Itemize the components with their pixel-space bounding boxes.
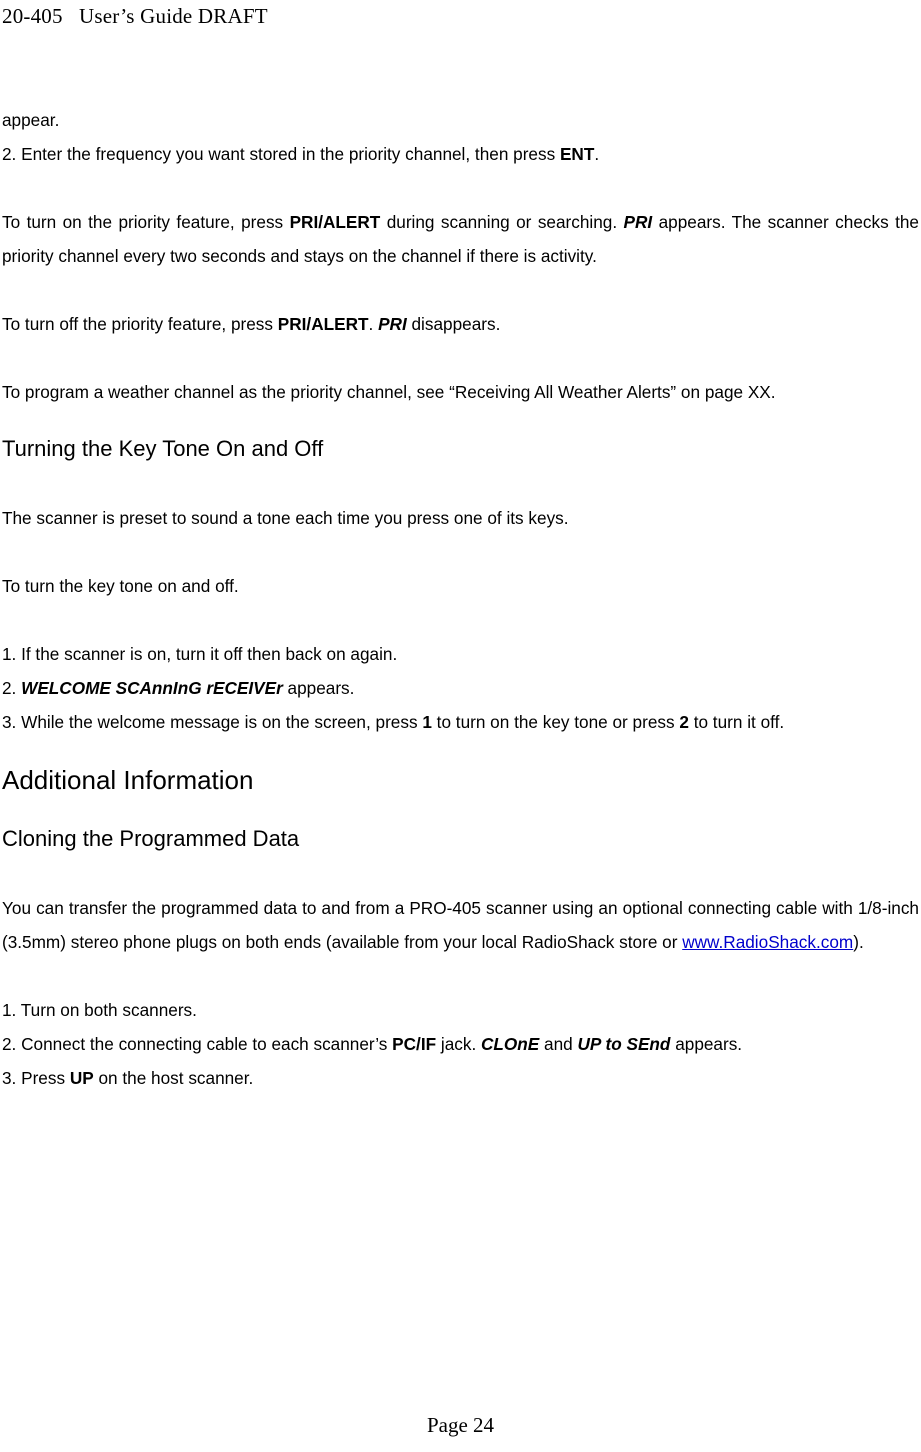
- page-footer: Page 24: [426, 1413, 495, 1437]
- heading-turning-key-tone: Turning the Key Tone On and Off: [2, 436, 324, 461]
- step-text-2: jack.: [436, 1034, 481, 1054]
- step-key-tone-1: [2, 637, 919, 671]
- keyword-pri-alert: PRI/ALERT: [289, 212, 381, 232]
- paragraph-spacer: [2, 739, 919, 761]
- step-clone-2: [2, 1027, 919, 1061]
- keyword-one: 1: [422, 712, 432, 732]
- display-text-welcome-message: WELCOME SCAnnInG rECEIVEr: [21, 678, 283, 698]
- paragraph-spacer: [2, 857, 919, 891]
- turn-off-text-1: To turn off the priority feature, press: [2, 314, 278, 334]
- keyword-pc-if: PC/IF: [392, 1034, 437, 1054]
- step-text-2: to turn on the key tone or press: [431, 712, 680, 732]
- step-text-suffix: .: [594, 144, 600, 164]
- display-text-pri: PRI: [378, 314, 407, 334]
- paragraph-spacer: [2, 799, 919, 821]
- paragraph-spacer: [2, 273, 919, 307]
- keyword-ent: ENT: [559, 144, 595, 164]
- keyword-pri-alert: PRI/ALERT: [277, 314, 369, 334]
- paragraph-weather-cross-reference: [2, 375, 919, 409]
- paragraph-spacer: [2, 341, 919, 375]
- cloning-text-1: You can transfer the programmed data to and from a PRO-405 scanner using an optional connecting cable with 1/8-inch (3.5mm) stereo phone plugs on both ends (available from your local RadioShack store or: [2, 898, 919, 952]
- turn-on-text-2: during scanning or searching.: [380, 212, 624, 232]
- paragraph-continued: [2, 103, 919, 137]
- preset-tone-text: The scanner is preset to sound a tone each time you press one of its keys.: [2, 508, 569, 528]
- paragraph-spacer: [2, 467, 919, 501]
- step-text-prefix: 2.: [2, 678, 22, 698]
- step-text: 1. Turn on both scanners.: [2, 1000, 197, 1020]
- paragraph-spacer: [2, 409, 919, 431]
- step-key-tone-2: [2, 671, 919, 705]
- step-text-3: to turn it off.: [688, 712, 785, 732]
- paragraph-turn-off-priority: [2, 307, 919, 341]
- step-clone-3: [2, 1061, 919, 1095]
- to-turn-key-tone-text: To turn the key tone on and off.: [2, 576, 239, 596]
- step-priority-2: [2, 137, 919, 171]
- page-content: [2, 103, 919, 1095]
- display-text-up-to-send: UP to SEnd: [577, 1034, 671, 1054]
- step-text-2: on the host scanner.: [93, 1068, 254, 1088]
- weather-text: To program a weather channel as the priority channel, see “Receiving All Weather Alerts” on page XX.: [2, 382, 776, 402]
- paragraph-spacer: [2, 535, 919, 569]
- step-text-1: 2. Connect the connecting cable to each scanner’s: [2, 1034, 393, 1054]
- step-text-prefix: 2. Enter the frequency you want stored in the priority channel, then press: [2, 144, 560, 164]
- step-clone-1: [2, 993, 919, 1027]
- step-key-tone-3: [2, 705, 919, 739]
- running-head: 20-405 User’s Guide DRAFT: [2, 4, 268, 28]
- keyword-two: 2: [679, 712, 689, 732]
- step-text: 1. If the scanner is on, turn it off then back on again.: [2, 644, 398, 664]
- paragraph-preset-tone: [2, 501, 919, 535]
- turn-on-text-1: To turn on the priority feature, press: [2, 212, 290, 232]
- turn-on-text-3: appears. The scanner checks the priority channel every two seconds and stays on the channel if there is activity.: [2, 212, 919, 266]
- turn-off-text-2: .: [368, 314, 379, 334]
- step-text-1: 3. While the welcome message is on the screen, press: [2, 712, 423, 732]
- step-text-3: and: [539, 1034, 578, 1054]
- keyword-up: UP: [69, 1068, 94, 1088]
- heading-additional-information: Additional Information: [2, 765, 254, 795]
- paragraph-spacer: [2, 171, 919, 205]
- step-text-4: appears.: [670, 1034, 743, 1054]
- paragraph-spacer: [2, 959, 919, 993]
- paragraph-spacer: [2, 603, 919, 637]
- heading-cloning-programmed-data: Cloning the Programmed Data: [2, 826, 300, 851]
- paragraph-turn-on-priority: [2, 205, 919, 273]
- display-text-pri: PRI: [623, 212, 653, 232]
- display-text-clone: CLOnE: [481, 1034, 540, 1054]
- step-text-suffix: appears.: [282, 678, 355, 698]
- radioshack-website-link[interactable]: www.RadioShack.com: [682, 932, 854, 952]
- step-text-1: 3. Press: [2, 1068, 70, 1088]
- continued-text: appear.: [2, 110, 60, 130]
- cloning-text-2: ).: [853, 932, 864, 952]
- paragraph-cloning-description: [2, 891, 919, 959]
- turn-off-text-3: disappears.: [406, 314, 501, 334]
- paragraph-to-turn-key-tone: [2, 569, 919, 603]
